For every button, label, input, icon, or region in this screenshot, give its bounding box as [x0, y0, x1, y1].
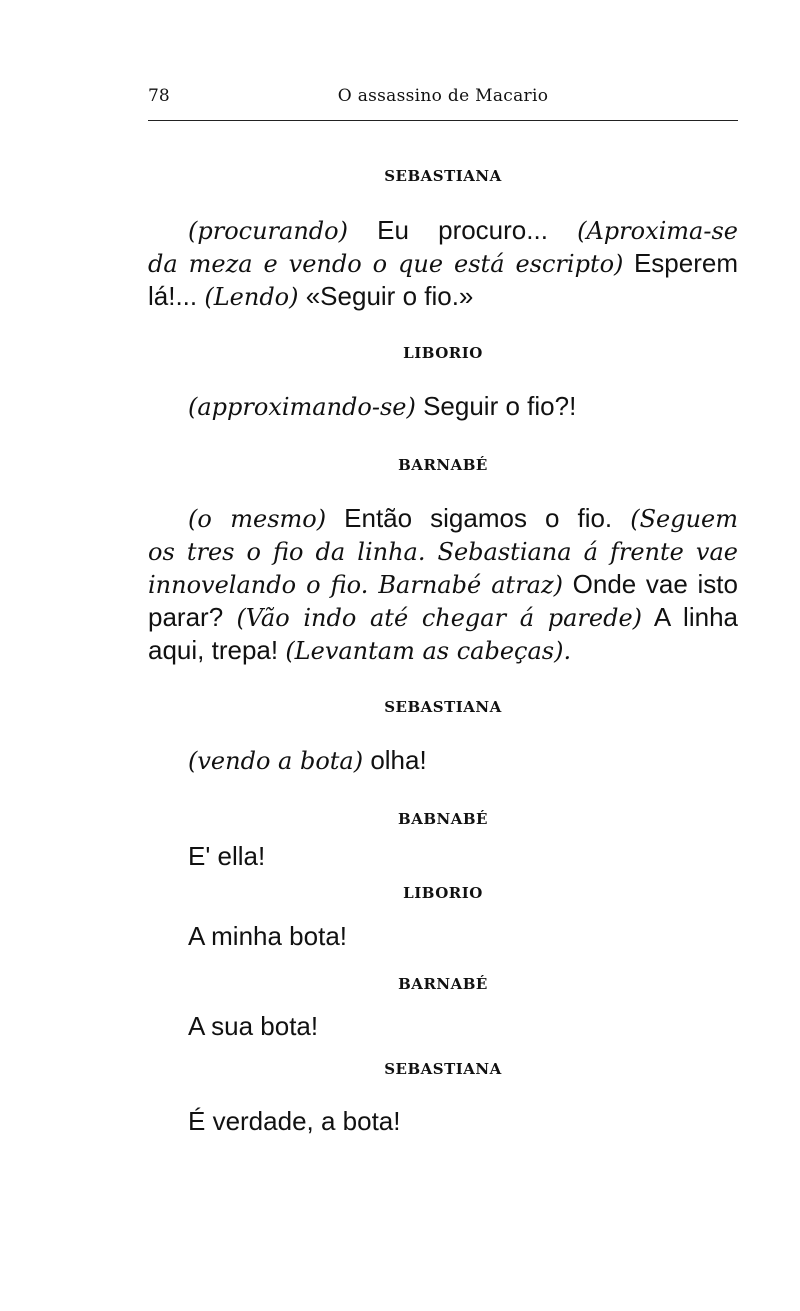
speech-block	[188, 1010, 738, 1042]
stage-direction: (Lendo)	[204, 283, 299, 311]
stage-direction: (approximando-se)	[188, 393, 416, 421]
stage-direction: (Vão indo até chegar á parede)	[236, 604, 643, 632]
speech-block	[188, 920, 738, 952]
speech-line	[148, 568, 738, 601]
header-rule	[148, 120, 738, 121]
dialogue-text: olha!	[363, 745, 427, 775]
speech-block	[148, 214, 738, 313]
speaker-name: BABNABÉ	[398, 810, 488, 828]
dialogue-text: A minha bota!	[188, 921, 347, 951]
dialogue-text: Então sigamos o fio.	[326, 503, 631, 533]
speech-block	[188, 840, 738, 872]
speaker-name: LIBORIO	[403, 344, 483, 362]
speaker-name: BARNABÉ	[398, 975, 488, 993]
dialogue-text: Seguir o fio?!	[415, 391, 577, 421]
speech-line	[148, 634, 738, 667]
speech-block	[148, 502, 738, 667]
dialogue-text: parar?	[148, 602, 237, 632]
stage-direction: da meza e vendo o que está escripto)	[148, 250, 624, 278]
speech-line	[148, 247, 738, 280]
stage-direction: (procurando)	[188, 217, 348, 245]
speaker-name: SEBASTIANA	[384, 1060, 502, 1078]
speech-line	[148, 502, 738, 535]
speech-line	[188, 744, 738, 777]
speech-line	[148, 280, 738, 313]
dialogue-text: Esperem	[623, 248, 738, 278]
stage-direction: (Levantam as cabeças).	[285, 637, 572, 665]
speech-line	[188, 920, 738, 952]
stage-direction: (o mesmo)	[188, 505, 327, 533]
speech-line	[188, 1105, 738, 1137]
stage-direction: (vendo a bota)	[188, 747, 364, 775]
stage-direction: (Seguem	[630, 505, 738, 533]
speech-line	[188, 1010, 738, 1042]
dialogue-text: É verdade, a bota!	[188, 1106, 401, 1136]
speaker-name: SEBASTIANA	[384, 698, 502, 716]
speech-block	[188, 1105, 738, 1137]
dialogue-text: lá!...	[148, 281, 205, 311]
dialogue-text: A sua bota!	[188, 1011, 319, 1041]
dialogue-text: Eu procuro...	[347, 215, 578, 245]
speaker-name: SEBASTIANA	[384, 167, 502, 185]
speech-line	[148, 601, 738, 634]
dialogue-text: E' ella!	[188, 841, 266, 871]
speech-block	[188, 744, 738, 777]
page-number: 78	[148, 86, 170, 106]
stage-direction: innovelando o fio. Barnabé atraz)	[148, 571, 563, 599]
speech-line	[188, 840, 738, 872]
dialogue-text: Onde vae isto	[562, 569, 738, 599]
running-title: O assassino de Macario	[337, 86, 549, 106]
speech-line	[188, 390, 738, 423]
stage-direction: os tres o fio da linha. Sebastiana á frente vae	[148, 538, 738, 566]
dialogue-text: aqui, trepa!	[148, 635, 286, 665]
dialogue-text: «Seguir o fio.»	[298, 281, 474, 311]
speaker-name: BARNABÉ	[398, 456, 488, 474]
speech-block	[188, 390, 738, 423]
running-head	[148, 86, 738, 112]
speech-line	[148, 214, 738, 247]
stage-direction: (Aproxima-se	[577, 217, 738, 245]
speech-line	[148, 535, 738, 568]
dialogue-text: A linha	[642, 602, 738, 632]
speaker-name: LIBORIO	[403, 884, 483, 902]
